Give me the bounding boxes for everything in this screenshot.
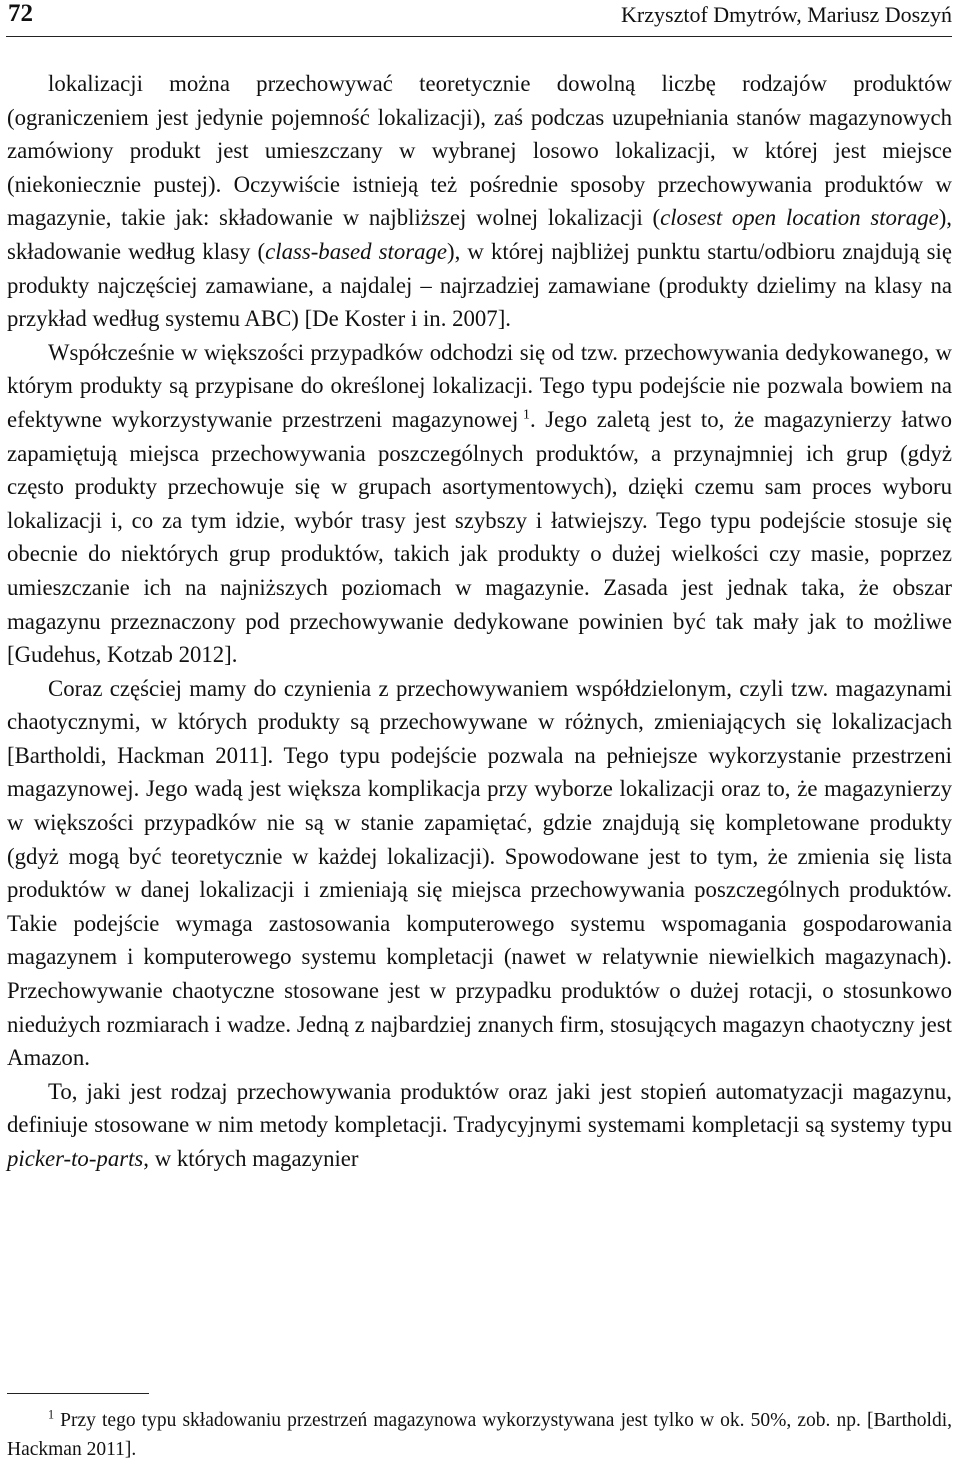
term-closest-open-location-storage: closest open location storage [660,205,939,231]
term-picker-to-parts: picker-to-parts [7,1146,144,1171]
paragraph-2 [7,336,952,672]
paragraph-4-text-2: , w których magazynier [143,1146,359,1171]
footnote-separator [7,1393,149,1394]
footnote-marker: 1 [48,1407,55,1422]
paragraph-1-text-1: lokalizacji można przechowywać teoretycznie dowolną liczbę rodzajów produktów (ograniczeniem jest jedynie pojemność lokalizacji), zaś podczas uzupełniania stanów magazynowych zamówiony produkt jest umieszczany w wybranej losowo lokalizacji, w której jest miejsce (niekoniecznie pustej). Oczywiście istnieją też pośrednie sposoby przechowywania produktów w magazynie, takie jak: składowanie w najbliższej wolnej lokalizacji ( [7,71,952,231]
running-head-authors: Krzysztof Dmytrów, Mariusz Doszyń [621,2,952,27]
paragraph-1-text-2: ), składowanie według klasy ( [7,205,953,264]
paragraph-2-text-2: . Jego zaletą jest to, że magazynierzy łatwo zapamiętują miejsca przechowywania poszczególnych produktów, a przynajmniej ich grup (gdyż często produkty przechowuje się w grupach asortymentowych), dzięki czemu sam proces wyboru lokalizacji i, co za tym idzie, wybór trasy jest szybszy i łatwiejszy. Tego typu podejście stosuje się obecnie do niektórych grup produktów, takich jak produkty o dużej wielkości czy masie, poprzez umieszczanie ich na najniższych poziomach w magazynie. Zasada jest jednak taka, że obszar magazynu przeznaczony pod przechowywanie dedykowane powinien być tak mały jak to możliwe [Gudehus, Kotzab 2012]. [7,406,952,668]
footnote-text: Przy tego typu składowaniu przestrzeń magazynowa wykorzystywana jest tylko w ok. 50%, zob. np. [Bartholdi, Hackman 2011]. [7,1410,952,1460]
footnote-reference[interactable]: 1 [522,406,530,423]
page-number: 72 [8,0,33,27]
paragraph-2-text-1: Współcześnie w większości przypadków odchodzi się od tzw. przechowywania dedykowanego, w którym produkty są przypisane do określonej lokalizacji. Tego typu podejście nie pozwala bowiem na efektywne wykorzystywanie przestrzeni magazynowej [7,339,952,432]
paragraph-4 [7,1075,952,1176]
paragraph-1 [7,67,952,336]
paragraph-4-text-1: To, jaki jest rodzaj przechowywania produktów oraz jaki jest stopień automatyzacji magazynu, definiuje stosowane w nim metody kompletacji. Tradycyjnymi systemami kompletacji są systemy typu [7,1078,952,1138]
paragraph-1-text-3: ), w której najbliżej punktu startu/odbioru znajdują się produkty najczęściej zamawiane, a najdalej – najrzadziej zamawiane (produkty dzielimy na klasy na przykład według systemu ABC) [De Koster i in. 2007]. [7,238,953,332]
body-text [7,67,952,1176]
paragraph-3: Coraz częściej mamy do czynienia z przechowywaniem współdzielonym, czyli tzw. magazynami chaotycznymi, w których produkty są przechowywane w różnych, zmieniających się lokalizacjach [Bartholdi, Hackman 2011]. Tego typu podejście pozwala na pełniejsze wykorzystanie przestrzeni magazynowej. Jego wadą jest większa komplikacja przy wyborze lokalizacji oraz to, że magazynierzy w większości przypadków nie są w stanie zapamiętać, gdzie znajdują się kompletowane produkty (gdyż mogą być teoretycznie w każdej lokalizacji). Spowodowane jest to tym, że zmienia się lista produktów w danej lokalizacji i zmieniają się miejsca przechowywania poszczególnych produktów. Takie podejście wymaga zastosowania komputerowego systemu wspomagania gospodarowania magazynem i komputerowego systemu kompletacji (nawet w relatywnie niewielkich magazynach). Przechowywanie chaotyczne stosowane jest w przypadku produktów o dużej rotacji, o stosunkowo niedużych rozmiarach i wadze. Jedną z najbardziej znanych firm, stosujących magazyn chaotyczny jest Amazon. [7,675,952,1071]
term-class-based-storage: class-based storage [265,238,448,264]
page-header [6,0,952,37]
footnote [7,1406,952,1464]
